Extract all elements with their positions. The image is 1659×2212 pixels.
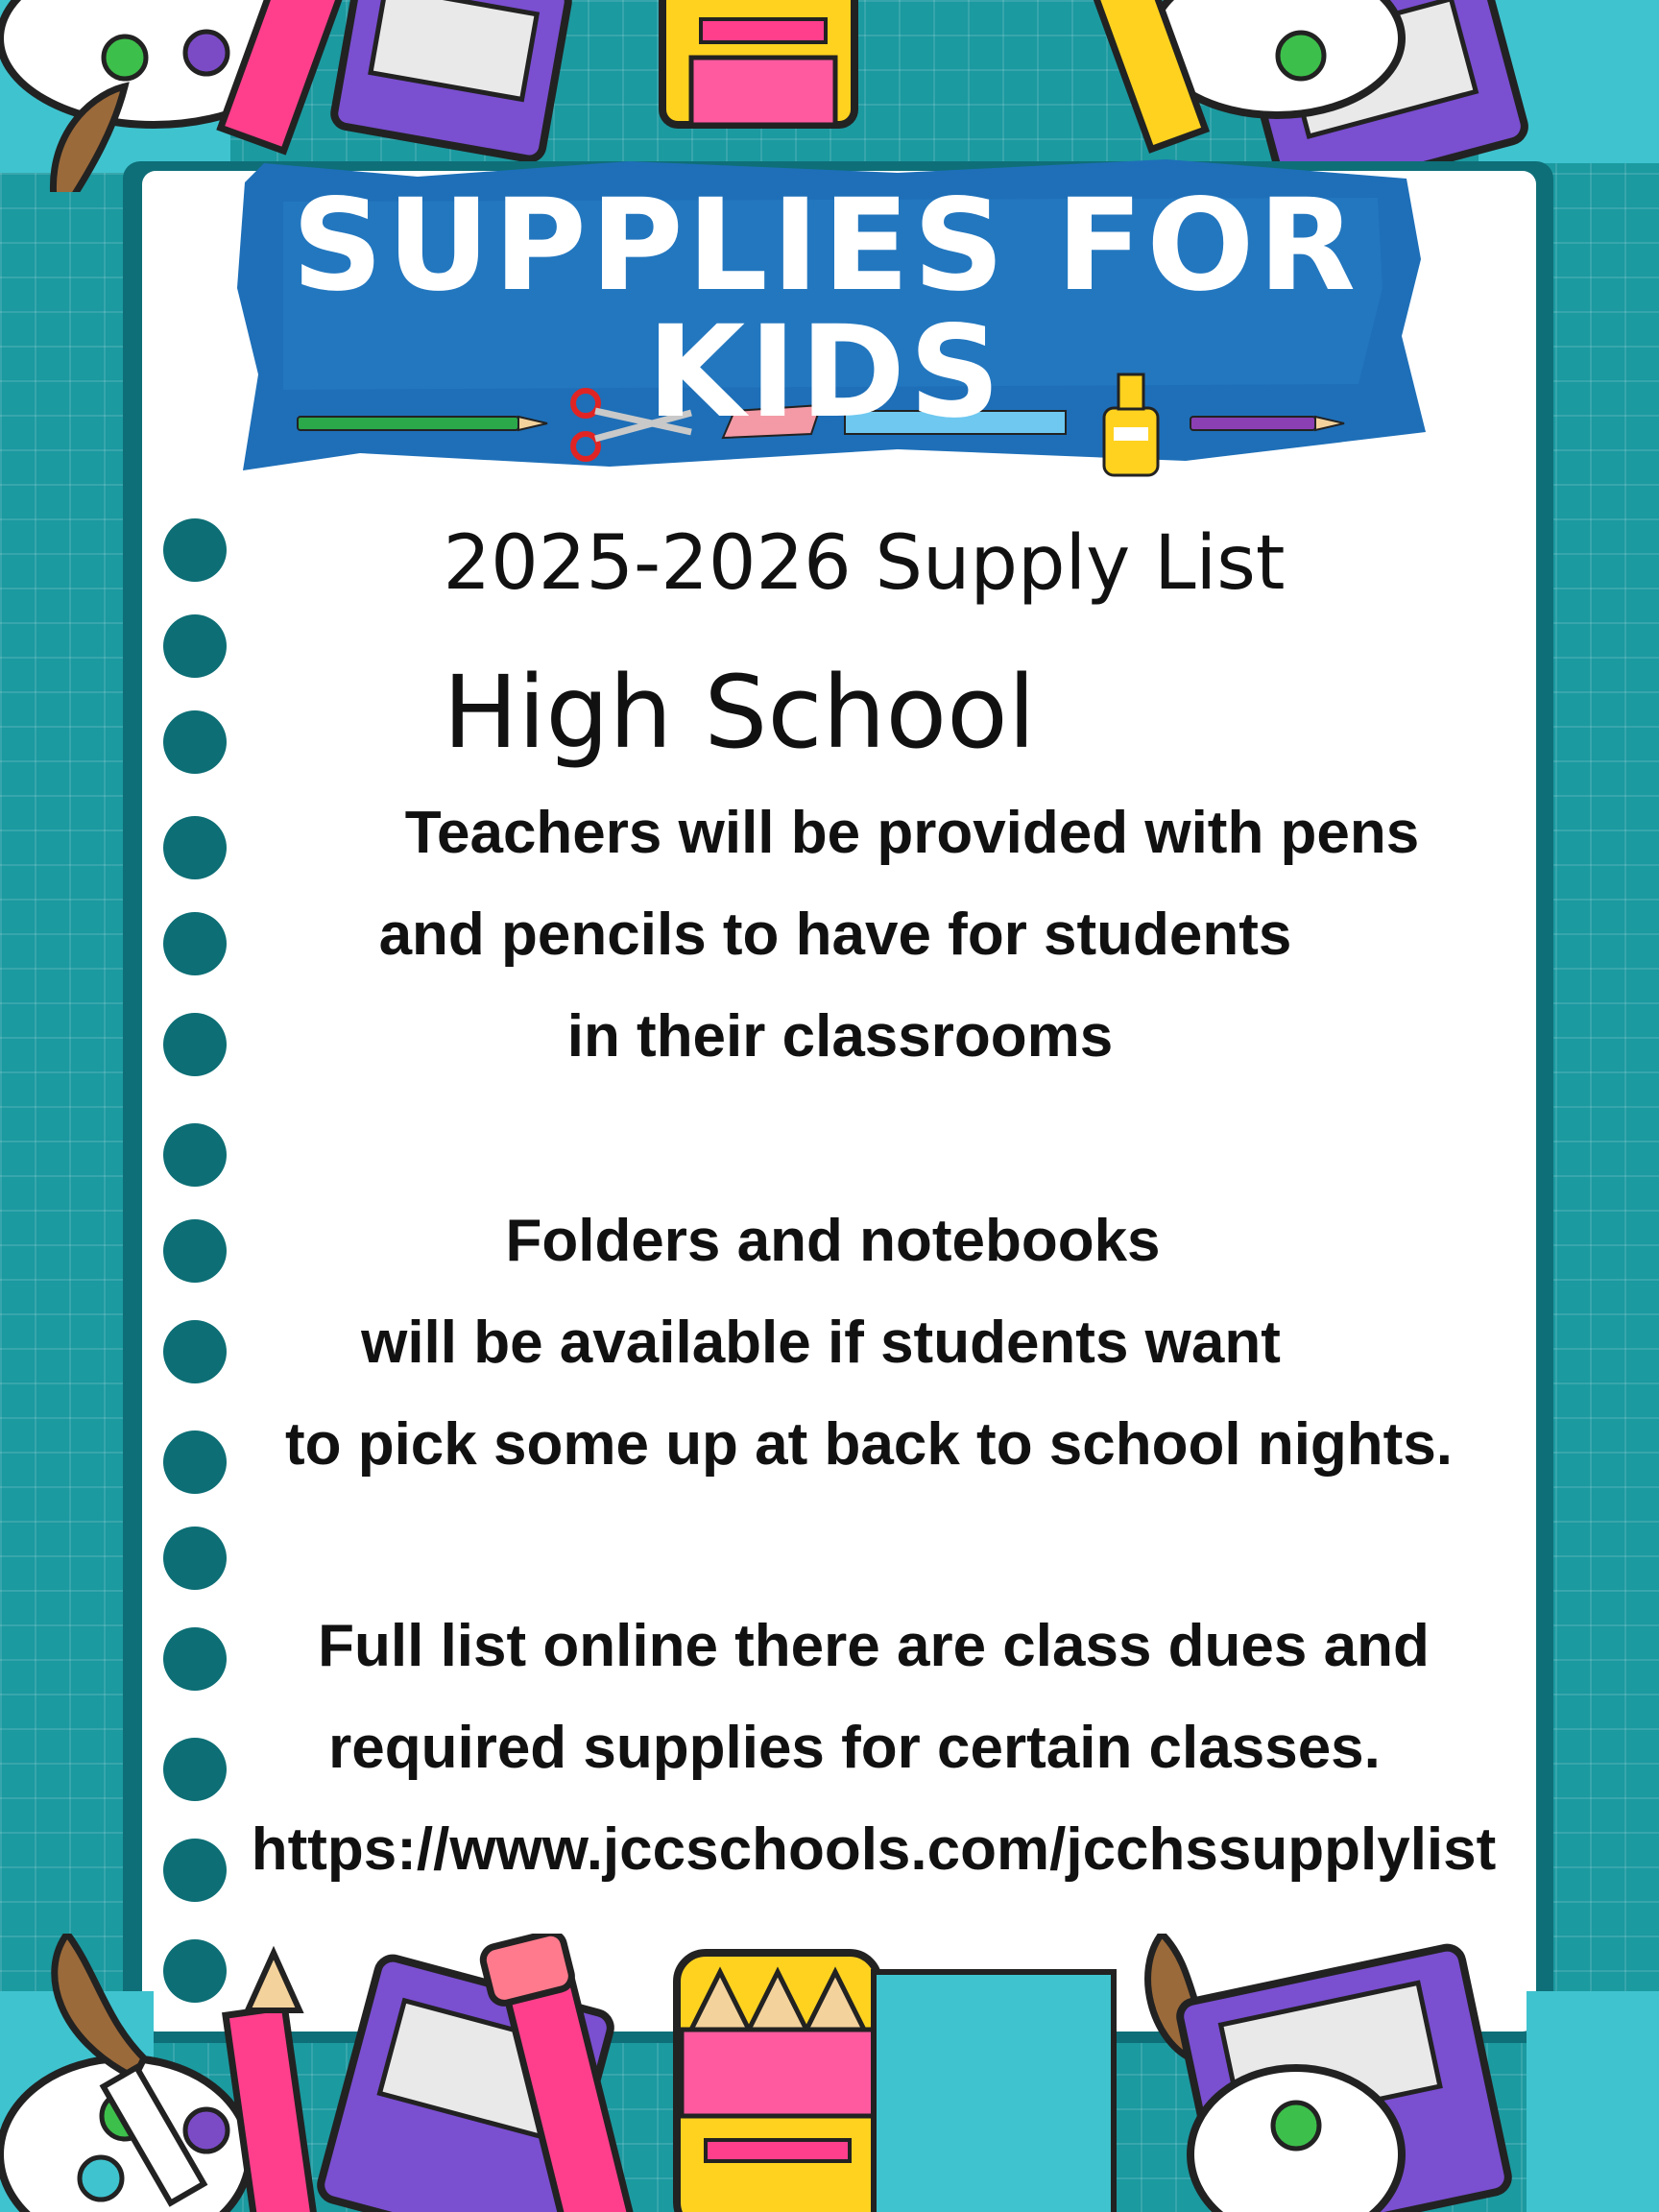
notebook-hole bbox=[163, 1320, 227, 1383]
paint-palette-icon bbox=[1190, 2068, 1402, 2212]
calculator-icon bbox=[332, 0, 570, 161]
crayon-box-icon bbox=[677, 1953, 878, 2212]
notebook-hole bbox=[163, 710, 227, 774]
notebook-hole bbox=[163, 1431, 227, 1494]
notebook-hole bbox=[163, 1738, 227, 1801]
teachers-note bbox=[221, 782, 1527, 1088]
notebook-hole bbox=[163, 1527, 227, 1590]
notebook-hole bbox=[163, 1627, 227, 1691]
school-level-heading: High School bbox=[443, 654, 1036, 771]
supply-list-year-title: 2025-2026 Supply List bbox=[443, 520, 1286, 607]
notebook-hole bbox=[163, 816, 227, 879]
notebook-hole bbox=[163, 1013, 227, 1076]
bottom-decor bbox=[0, 1934, 1659, 2212]
notebook-hole bbox=[163, 1123, 227, 1187]
banner-title: SUPPLIES FOR KIDS bbox=[291, 172, 1360, 446]
notebook-hole bbox=[163, 1839, 227, 1902]
text-line: to pick some up at back to school nights. bbox=[284, 1411, 1454, 1478]
notebook-icon bbox=[874, 1972, 1114, 2212]
text-line: Teachers will be provided with pens bbox=[404, 800, 1420, 866]
full-list-note bbox=[221, 1596, 1527, 1901]
notebook-hole bbox=[163, 1219, 227, 1283]
text-line: and pencils to have for students bbox=[378, 902, 1292, 968]
text-line: required supplies for certain classes. bbox=[328, 1715, 1381, 1781]
notebook-hole bbox=[163, 614, 227, 678]
text-line: will be available if students want bbox=[361, 1310, 1281, 1376]
notebook-hole bbox=[163, 518, 227, 582]
text-line: in their classrooms bbox=[566, 1003, 1114, 1070]
text-line: Folders and notebooks bbox=[505, 1208, 1161, 1274]
notebook-hole bbox=[163, 912, 227, 975]
crayon-box-icon bbox=[662, 0, 854, 125]
supply-list-url[interactable]: https://www.jccschools.com/jcchssupplylist bbox=[251, 1816, 1497, 1883]
folders-note bbox=[221, 1190, 1527, 1496]
text-line: Full list online there are class dues and bbox=[318, 1613, 1430, 1679]
